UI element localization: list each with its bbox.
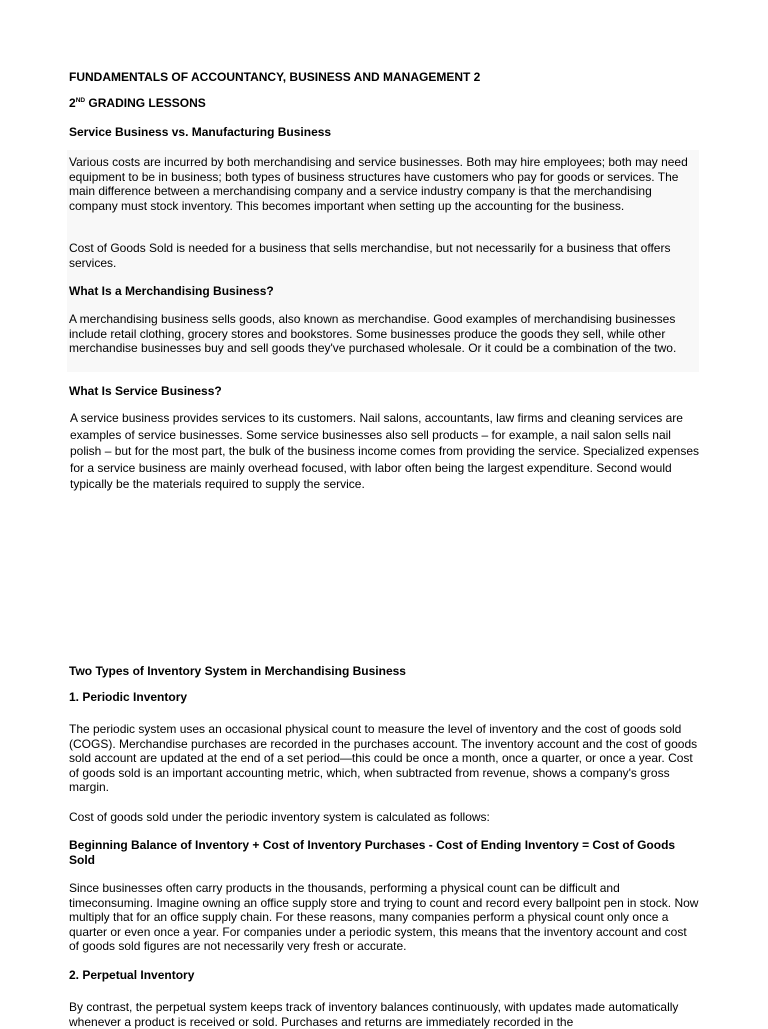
paragraph-cogs-needed: Cost of Goods Sold is needed for a business that sells merchandise, but not necessarily for a business that offers services. (69, 241, 671, 270)
grading-heading (69, 96, 699, 111)
paragraph-merchandising: A merchandising business sells goods, also known as merchandise. Good examples of merchandising businesses include retail clothing, grocery stores and bookstores. Some businesses produce the goods they sell, while other merchandise businesses buy and sell goods they've purchased wholesale. Or it could be a combination of the two. (69, 312, 677, 355)
paragraph-perpetual: By contrast, the perpetual system keeps track of inventory balances continuously, with updates made automatically whenever a product is received or sold. Purchases and returns are immediately recorded in the (69, 1000, 679, 1029)
paragraph-calc-intro: Cost of goods sold under the periodic inventory system is calculated as follows: (69, 810, 490, 824)
heading-perpetual-inventory: 2. Perpetual Inventory (69, 968, 195, 982)
paragraph-costs: Various costs are incurred by both merchandising and service businesses. Both may hire employees; both may need equipment to be in business; both types of business structures have customers who pay for goods or services. The main difference between a merchandising company and a service industry company is that the merchandising company must stock inventory. This becomes important when setting up the accounting for the business. (69, 155, 688, 213)
heading-two-types-inventory: Two Types of Inventory System in Merchandising Business (69, 664, 406, 678)
grading-superscript: ND (75, 97, 86, 104)
formula-cogs: Beginning Balance of Inventory + Cost of Inventory Purchases - Cost of Ending Inventory = Cost of Goods Sold (69, 838, 676, 867)
paragraph-periodic: The periodic system uses an occasional physical count to measure the level of inventory and the cost of goods sold (COGS). Merchandise purchases are recorded in the purchases account. The inventory account and the cost of goods sold account are updated at the end of a set period—this could be once a month, once a quarter, or once a year. Cost of goods sold is an important accounting metric, which, when subtracted from revenue, shows a company's gross margin. (69, 722, 698, 794)
grading-number: 2 (69, 96, 76, 110)
heading-periodic-inventory: 1. Periodic Inventory (69, 690, 188, 704)
heading-service-business: What Is Service Business? (69, 384, 222, 398)
document-title: FUNDAMENTALS OF ACCOUNTANCY, BUSINESS AND MANAGEMENT 2 (69, 70, 481, 84)
paragraph-since: Since businesses often carry products in the thousands, performing a physical count can be difficult and timeconsuming. Imagine owning an office supply store and trying to count and record every ballpoint pen in stock. Now multiply that for an office supply chain. For these reasons, many companies perform a physical count only once a quarter or even once a year. For companies under a periodic system, this means that the inventory account and cost of goods sold figures are not necessarily very fresh or accurate. (69, 881, 699, 953)
grading-text: GRADING LESSONS (85, 96, 206, 110)
heading-merchandising-business: What Is a Merchandising Business? (69, 284, 274, 298)
paragraph-service: A service business provides services to its customers. Nail salons, accountants, law firms and cleaning services are examples of service businesses. Some service businesses also sell products – for example, a nail salon sells nail polish – but for the most part, the bulk of the business income comes from providing the service. Specialized expenses for a service business are mainly overhead focused, with labor often being the largest expenditure. Second would typically be the materials required to supply the service. (70, 411, 699, 492)
heading-service-vs-manufacturing: Service Business vs. Manufacturing Business (69, 125, 332, 139)
